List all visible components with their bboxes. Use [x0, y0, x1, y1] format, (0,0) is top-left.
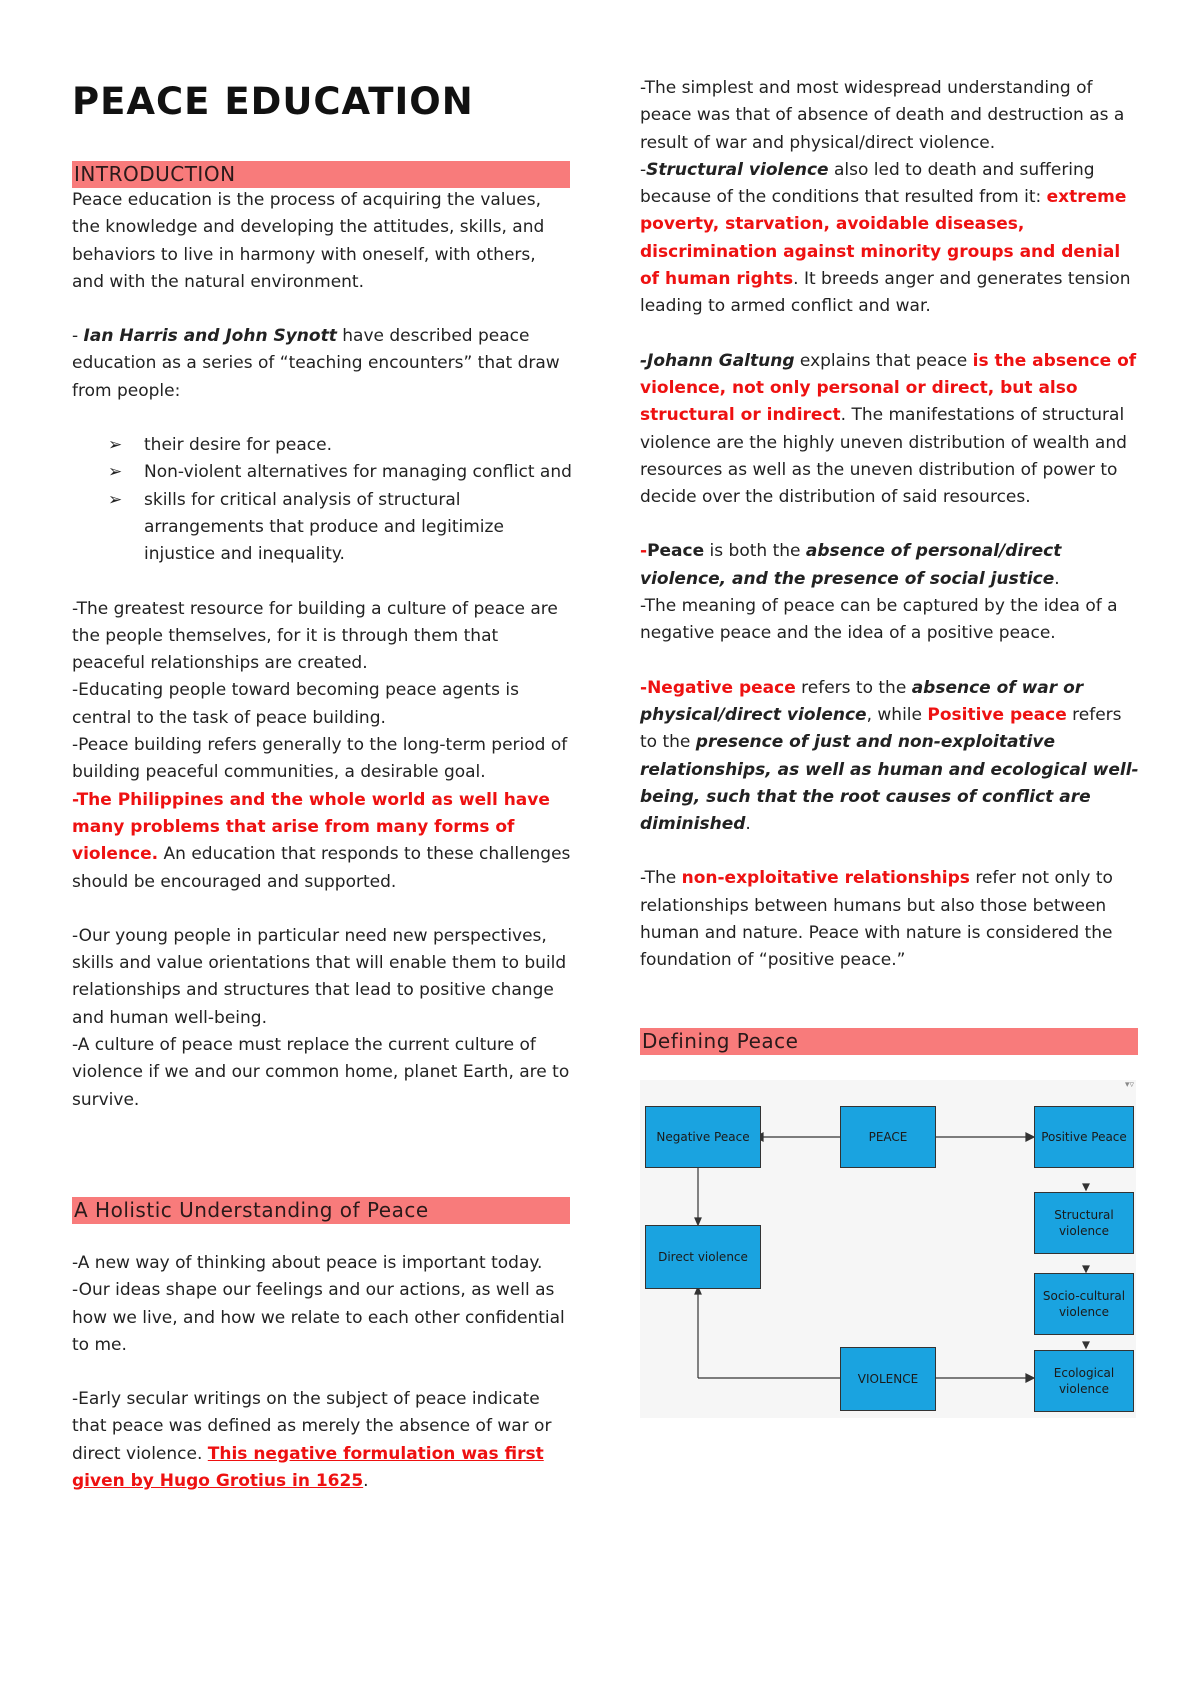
galtung-paragraph [640, 348, 1140, 512]
section-header-introduction: INTRODUCTION [72, 161, 570, 188]
dash: - [640, 677, 648, 698]
period: . [745, 814, 751, 835]
structural-highlight: extreme poverty, starvation, avoidable diseases, discrimination against minority groups and denial of human rights [640, 187, 1127, 290]
young-people-paragraph: -Our young people in particular need new perspectives, skills and value orientations that will enable them to build relationships and structures that lead to positive change and human well-being. [72, 925, 567, 1028]
box-violence: VIOLENCE [840, 1347, 936, 1411]
list-item-text: Non-violent alternatives for managing conflict and [144, 462, 572, 483]
intro-paragraph: Peace education is the process of acquiring the values, the knowledge and developing the attitudes, skills, and behaviors to live in harmony with oneself, with others, and with the natural environment. [72, 190, 545, 292]
box-direct-violence: Direct violence [645, 1225, 761, 1289]
intro-block [72, 187, 572, 1114]
philippines-paragraph [72, 787, 572, 896]
period: . [363, 1471, 369, 1492]
section-header-holistic: A Holistic Understanding of Peace [72, 1197, 570, 1224]
arrow-head-positive [1026, 1133, 1034, 1141]
arrow-head-structural [1083, 1184, 1089, 1190]
box-peace: PEACE [840, 1106, 936, 1168]
peace-word: Peace [647, 541, 705, 562]
arrow-bullet-icon: ➢ [108, 462, 123, 483]
nonexp-prefix: -The [640, 868, 682, 889]
nonexp-text: refer not only to relationships between humans but also those between human and nature. Peace with nature is considered the foundation of “positive peace.” [640, 868, 1113, 971]
positive-peace-term: Positive peace [927, 704, 1067, 725]
arrow-head-sociocultural [1083, 1266, 1089, 1272]
negative-positive-paragraph [640, 675, 1140, 839]
harris-paragraph [72, 323, 572, 405]
arrow-bullet-icon: ➢ [108, 489, 123, 510]
page-title: PEACE EDUCATION [72, 80, 474, 123]
box-negative-peace: Negative Peace [645, 1106, 761, 1168]
holistic-block [72, 1250, 572, 1495]
while-text: , while [866, 704, 928, 725]
period: . [1054, 568, 1060, 589]
grotius-highlight: This negative formulation was first given by Hugo Grotius in 1625 [72, 1443, 544, 1492]
list-item [72, 432, 572, 459]
arrow-head-direct [695, 1218, 701, 1225]
peace-building-paragraph: -Peace building refers generally to the long-term period of building peaceful communities, a desirable goal. [72, 735, 568, 783]
box-structural-violence: Structural violence [1034, 1192, 1134, 1254]
list-item [72, 459, 572, 486]
right-column-block [640, 75, 1140, 975]
dash: - [72, 789, 77, 810]
list-item-text: skills for critical analysis of structural arrangements that produce and legitimize injustice and inequality. [144, 489, 504, 565]
simplest-paragraph: -The simplest and most widespread understanding of peace was that of absence of death and destruction as a result of war and physical/direct violence. [640, 78, 1125, 153]
educating-paragraph: -Educating people toward becoming peace agents is central to the task of peace building. [72, 680, 519, 728]
secular-text: -Early secular writings on the subject of peace indicate that peace was defined as merely the absence of war or direct violence. [72, 1389, 552, 1464]
structural-text-end: . It breeds anger and generates tension leading to armed conflict and war. [640, 269, 1131, 317]
positive-text: refers to the [640, 704, 1122, 753]
dash: - [640, 159, 647, 180]
positive-peace-emphasis: presence of just and non-exploitative relationships, as well as human and ecological well-being, such that the root causes of conflict are diminished [640, 732, 1139, 835]
negative-text: refers to the [795, 677, 912, 698]
galtung-name: -Johann Galtung [640, 350, 795, 371]
structural-term: Structural violence [646, 159, 829, 180]
peace-definition-emphasis: absence of personal/direct violence, and the presence of social justice [640, 541, 1062, 589]
negative-peace-term: Negative peace [647, 677, 796, 698]
defining-peace-diagram [640, 1080, 1136, 1418]
section-header-defining-peace: Defining Peace [640, 1028, 1138, 1055]
harris-text: have described peace education as a series of “teaching encounters” that draw from people: [72, 326, 560, 401]
list-item-text: their desire for peace. [144, 435, 332, 456]
list-item [72, 487, 572, 569]
dash: - [72, 326, 84, 347]
negative-peace-emphasis: absence of war or physical/direct violence [640, 677, 1084, 725]
culture-paragraph: -A culture of peace must replace the current culture of violence if we and our common home, planet Earth, are to survive. [72, 1035, 570, 1110]
philippines-highlight: The Philippines and the whole world as well have many problems that arise from many forms of violence. [72, 789, 550, 865]
peace-text: is both the [704, 541, 806, 562]
ideas-paragraph: -Our ideas shape our feelings and our actions, as well as how we live, and how we relate to each other confidential to me. [72, 1280, 565, 1355]
philippines-text: An education that responds to these challenges should be encouraged and supported. [72, 844, 571, 892]
harris-names: Ian Harris and John Synott [83, 326, 337, 347]
secular-paragraph [72, 1386, 572, 1495]
arrow-head-ecological [1026, 1374, 1034, 1382]
non-exploitative-term: non-exploitative relationships [681, 868, 970, 889]
new-way-paragraph: -A new way of thinking about peace is important today. [72, 1253, 543, 1273]
structural-paragraph [640, 157, 1140, 321]
arrow-bullet-icon: ➢ [108, 435, 123, 456]
dash: - [640, 541, 648, 562]
resource-paragraph: -The greatest resource for building a culture of peace are the people themselves, for it is through them that peaceful relationships are created. [72, 598, 558, 674]
peace-definition-paragraph [640, 538, 1140, 593]
meaning-paragraph: -The meaning of peace can be captured by the idea of a negative peace and the idea of a positive peace. [640, 596, 1118, 644]
galtung-text: explains that peace [794, 350, 973, 371]
galtung-highlight: is the absence of violence, not only personal or direct, but also structural or indirect [640, 350, 1137, 426]
box-sociocultural-violence: Socio-cultural violence [1034, 1273, 1134, 1335]
box-positive-peace: Positive Peace [1034, 1106, 1134, 1168]
box-ecological-violence: Ecological violence [1034, 1350, 1134, 1412]
arrow-head-ecological-down [1083, 1342, 1089, 1348]
non-exploitative-paragraph [640, 865, 1140, 974]
galtung-text-end: . The manifestations of structural violence are the highly uneven distribution of wealth and resources as well as the uneven distribution of power to decide over the distribution of said resources. [640, 405, 1127, 508]
structural-text: also led to death and suffering because of the conditions that resulted from it: [640, 159, 1095, 208]
bullet-list [72, 432, 572, 568]
corner-mark-icon: ▾▿ [1124, 1080, 1134, 1090]
